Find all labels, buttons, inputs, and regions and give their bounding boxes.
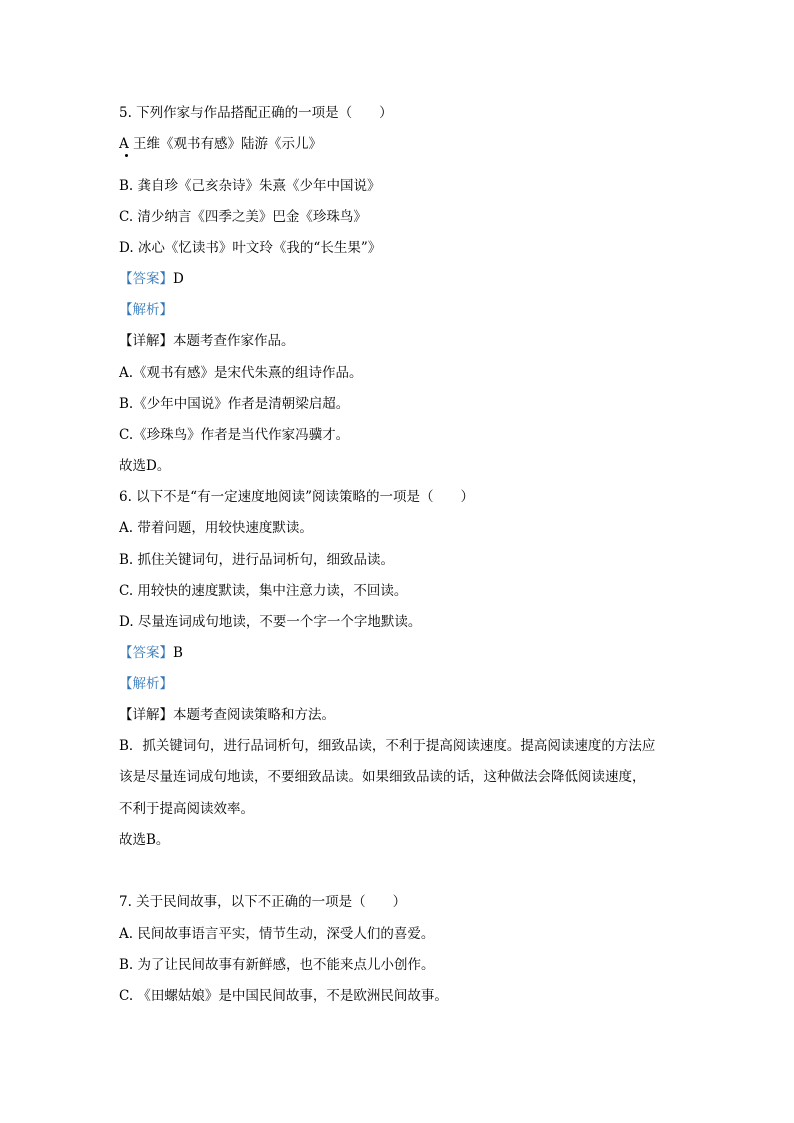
q6-answer xyxy=(119,644,183,662)
q5-analysis-tag: 【解析】 xyxy=(119,302,173,318)
detail-intro: 本题考查阅读策略和方法。 xyxy=(173,707,335,723)
q6-analysis-tag: 【解析】 xyxy=(119,676,173,692)
q6-option-b: B. 抓住关键词句，进行品词析句，细致品读。 xyxy=(119,552,395,568)
detail-tag: 【详解】 xyxy=(119,333,173,349)
answer-tag: 【答案】 xyxy=(119,645,173,661)
q7-stem: 7. 关于民间故事，以下不正确的一项是（ ） xyxy=(119,894,407,910)
q5-conclusion: 故选D。 xyxy=(119,458,171,474)
q7-option-a: A. 民间故事语言平实，情节生动，深受人们的喜爱。 xyxy=(119,926,435,942)
q6-option-d: D. 尽量连词成句地读，不要一个字一个字地默读。 xyxy=(119,614,422,630)
detail-intro: 本题考查作家作品。 xyxy=(173,333,295,349)
q6-option-c: C. 用较快的速度默读，集中注意力读，不回读。 xyxy=(119,583,408,599)
q5-option-d: D. 冰心《忆读书》叶文玲《我的“长生果”》 xyxy=(119,240,382,256)
q5-answer xyxy=(119,270,184,288)
q5-detail-c: C.《珍珠鸟》作者是当代作家冯骥才。 xyxy=(119,427,350,443)
q6-detail-line-1: B．抓关键词句，进行品词析句，细致品读，不利于提高阅读速度。提高阅读速度的方法应 xyxy=(119,738,656,754)
q7-option-c: C. 《田螺姑娘》是中国民间故事，不是欧洲民间故事。 xyxy=(119,988,448,1004)
q5-detail-b: B.《少年中国说》作者是清朝梁启超。 xyxy=(119,396,350,412)
q5-option-c: C. 清少纳言《四季之美》巴金《珍珠鸟》 xyxy=(119,209,367,225)
answer-tag: 【答案】 xyxy=(119,271,173,287)
detail-tag: 【详解】 xyxy=(119,707,173,723)
q7-option-b: B. 为了让民间故事有新鲜感，也不能来点儿小创作。 xyxy=(119,957,435,973)
q5-stem: 5. 下列作家与作品搭配正确的一项是（ ） xyxy=(119,105,393,121)
q6-detail xyxy=(119,706,335,724)
q6-stem: 6. 以下不是“有一定速度地阅读”阅读策略的一项是（ ） xyxy=(119,489,474,505)
q6-option-a: A. 带着问题，用较快速度默读。 xyxy=(119,520,313,536)
q6-detail-line-3: 不利于提高阅读效率。 xyxy=(119,801,254,817)
answer-value: B xyxy=(173,645,183,661)
q6-conclusion: 故选B。 xyxy=(119,832,170,848)
q5-option-a: A 王维《观书有感》陆游《示儿》 xyxy=(119,136,323,152)
q5-option-b: B. 龚自珍《己亥杂诗》朱熹《少年中国说》 xyxy=(119,178,381,194)
q6-detail-line-2: 该是尽量连词成句地读，不要细致品读。如果细致品读的话，这种做法会降低阅读速度， xyxy=(119,769,646,785)
answer-value: D xyxy=(173,271,184,287)
q5-detail xyxy=(119,332,295,350)
emphasis-dot xyxy=(125,154,128,157)
q5-detail-a: A.《观书有感》是宋代朱熹的组诗作品。 xyxy=(119,365,363,381)
